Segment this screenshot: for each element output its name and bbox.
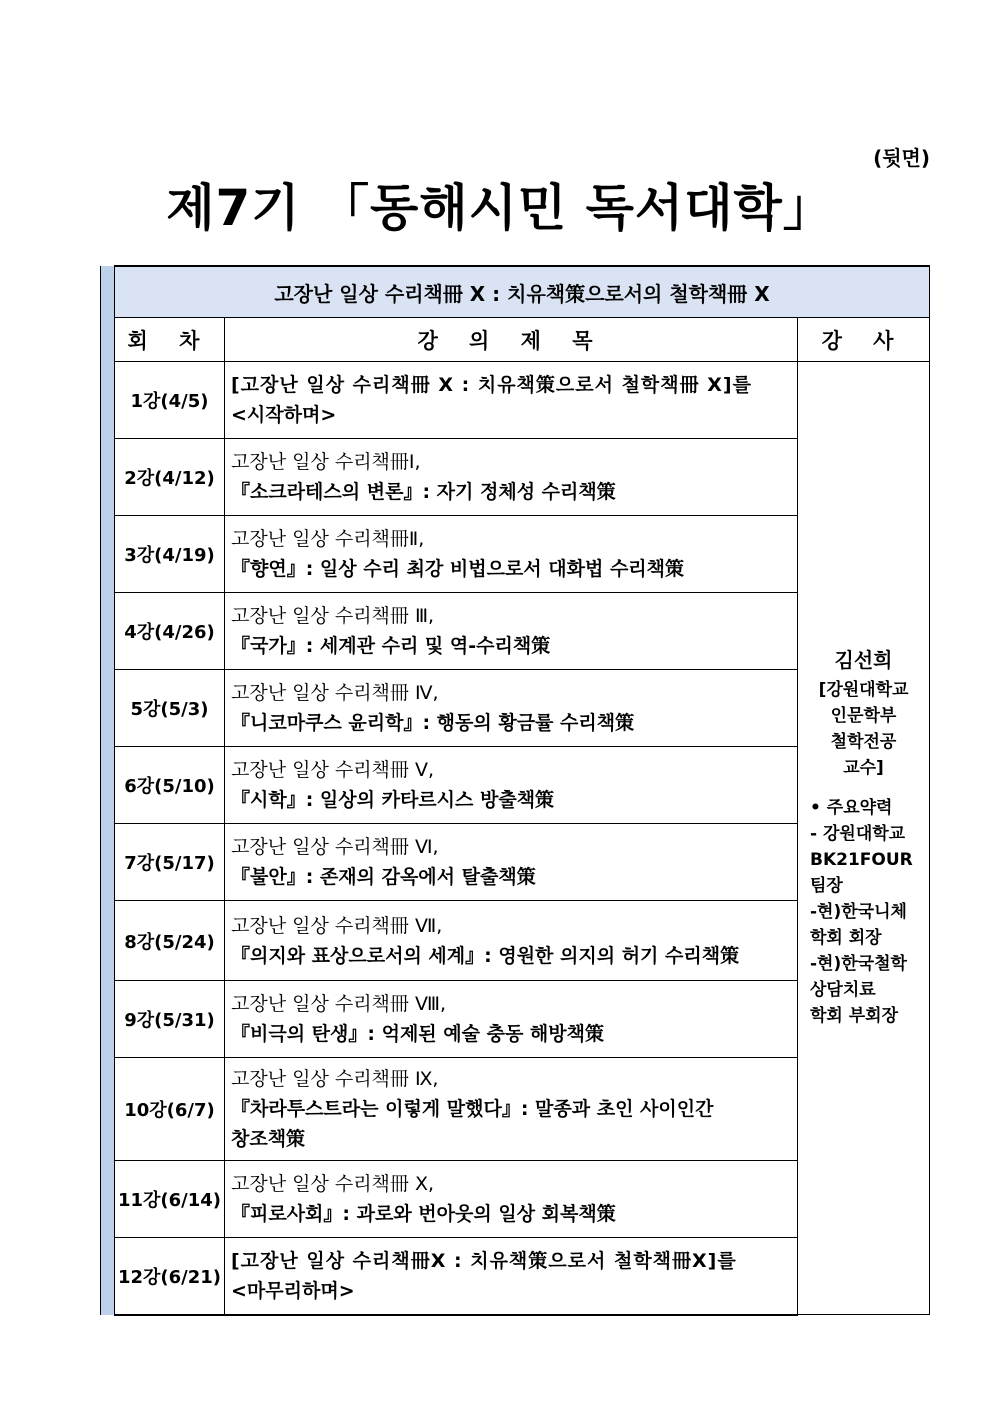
lecturer-info <box>798 362 930 1315</box>
session-topic <box>225 1058 798 1161</box>
table-row <box>101 362 930 439</box>
session-topic <box>225 670 798 747</box>
topic-line: 고장난 일상 수리책冊 Ⅷ, <box>231 993 447 1015</box>
session-topic <box>225 1161 798 1238</box>
session-number: 4강(4/26) <box>115 593 225 670</box>
topic-line: 『시학』: 일상의 카타르시스 방출책策 <box>231 789 555 811</box>
topic-line: <마무리하며> <box>231 1279 355 1302</box>
topic-line: 『차라투스트라는 이렇게 말했다』: 말종과 초인 사이인간 <box>231 1098 714 1120</box>
session-number: 11강(6/14) <box>115 1161 225 1238</box>
session-number: 5강(5/3) <box>115 670 225 747</box>
career-item: 학회 회장 <box>810 928 882 948</box>
topic-line: 『국가』: 세계관 수리 및 역-수리책策 <box>231 635 551 657</box>
session-number: 3강(4/19) <box>115 516 225 593</box>
career-item: - 강원대학교 <box>810 824 906 844</box>
session-number: 8강(5/24) <box>115 901 225 981</box>
career-title: • 주요약력 <box>810 798 893 818</box>
session-topic <box>225 824 798 901</box>
lecturer-career <box>798 795 929 1029</box>
lecturer-affiliation: 교수] <box>843 758 884 778</box>
career-item: -현)한국니체 <box>810 902 907 922</box>
career-item: 팀장 <box>810 876 843 896</box>
topic-line: 『향연』: 일상 수리 최강 비법으로서 대화법 수리책策 <box>231 558 685 580</box>
lecturer-name: 김선희 <box>834 648 893 672</box>
session-topic <box>225 1238 798 1315</box>
session-number: 12강(6/21) <box>115 1238 225 1315</box>
topic-line: 고장난 일상 수리책冊Ⅰ, <box>231 451 421 473</box>
session-topic <box>225 593 798 670</box>
topic-line: [고장난 일상 수리책冊 Ⅹ : 치유책策으로서 철학책冊 Ⅹ]를 <box>231 374 752 396</box>
side-stripe <box>101 266 115 1315</box>
course-banner: 고장난 일상 수리책冊 Ⅹ : 치유책策으로서의 철학책冊 Ⅹ <box>115 266 930 318</box>
session-number: 1강(4/5) <box>115 362 225 439</box>
page-side-label: (뒷면) <box>873 146 930 170</box>
session-topic <box>225 439 798 516</box>
topic-line: 『피로사회』: 과로와 번아웃의 일상 회복책策 <box>231 1203 616 1225</box>
topic-line: <시작하며> <box>231 404 337 426</box>
topic-line: [고장난 일상 수리책冊Ⅹ : 치유책策으로서 철학책冊Ⅹ]를 <box>231 1249 737 1272</box>
session-topic <box>225 981 798 1058</box>
topic-line: 『의지와 표상으로서의 세계』: 영원한 의지의 허기 수리책策 <box>231 944 740 967</box>
topic-line: 고장난 일상 수리책冊 Ⅵ, <box>231 836 439 858</box>
header-lecturer: 강 사 <box>798 318 930 362</box>
lecturer-affiliation: [강원대학교 <box>818 680 909 700</box>
session-topic <box>225 901 798 981</box>
topic-line: 고장난 일상 수리책冊 Ⅶ, <box>231 914 443 937</box>
topic-line: 고장난 일상 수리책冊 Ⅲ, <box>231 605 435 627</box>
session-number: 10강(6/7) <box>115 1058 225 1161</box>
topic-line: 고장난 일상 수리책冊 Ⅴ, <box>231 759 434 781</box>
session-topic <box>225 747 798 824</box>
lecturer-affiliation: 인문학부 <box>830 706 897 726</box>
topic-line: 『소크라테스의 변론』: 자기 정체성 수리책策 <box>231 481 616 503</box>
header-session: 회 차 <box>115 318 225 362</box>
page-title: 제7기 「동해시민 독서대학」 <box>166 179 834 237</box>
topic-line: 『불안』: 존재의 감옥에서 탈출책策 <box>231 866 536 888</box>
topic-line: 창조책策 <box>231 1128 306 1150</box>
career-item: -현)한국철학 <box>810 954 907 974</box>
topic-line: 고장난 일상 수리책冊Ⅱ, <box>231 528 425 550</box>
header-topic: 강 의 제 목 <box>225 318 798 362</box>
career-item: 상담치료 <box>810 980 876 1000</box>
topic-line: 고장난 일상 수리책冊 Ⅳ, <box>231 682 439 704</box>
topic-line: 『니코마쿠스 윤리학』: 행동의 황금률 수리책策 <box>231 712 635 734</box>
session-number: 2강(4/12) <box>115 439 225 516</box>
session-topic <box>225 516 798 593</box>
topic-line: 고장난 일상 수리책冊 Ⅸ, <box>231 1068 439 1090</box>
session-number: 9강(5/31) <box>115 981 225 1058</box>
session-topic <box>225 362 798 439</box>
career-item: BK21FOUR <box>810 850 913 870</box>
session-number: 6강(5/10) <box>115 747 225 824</box>
schedule-table <box>100 265 930 1316</box>
lecturer-affiliation: 철학전공 <box>830 732 897 752</box>
career-item: 학회 부회장 <box>810 1006 899 1026</box>
topic-line: 『비극의 탄생』: 억제된 예술 충동 해방책策 <box>231 1023 604 1045</box>
topic-line: 고장난 일상 수리책冊 Ⅹ, <box>231 1173 435 1195</box>
session-number: 7강(5/17) <box>115 824 225 901</box>
